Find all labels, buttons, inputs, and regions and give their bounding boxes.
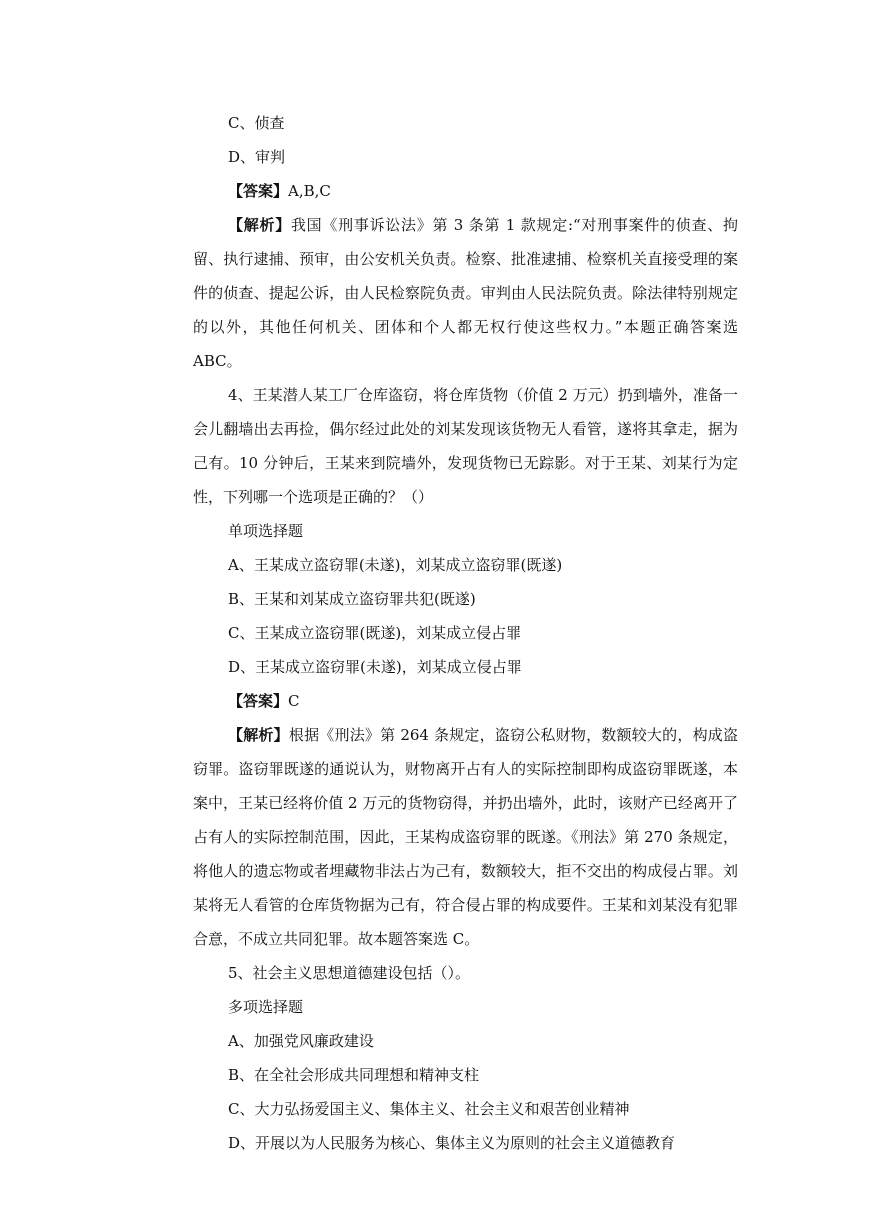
q4-question: 4、王某潜人某工厂仓库盗窃，将仓库货物（价值 2 万元）扔到墙外，准备一会儿翻墙出去再捡，偶尔经过此处的刘某发现该货物无人看管，遂将其拿走，据为己有。10 分钟后，王某来到院墙外，发现货物已无踪影。对于王某、刘某行为定性，下列哪一个选项是正确的？（） xyxy=(193,386,738,506)
analysis-text: 根据《刑法》第 264 条规定，盗窃公私财物，数额较大的，构成盗窃罪。盗窃罪既遂的通说认为，财物离开占有人的实际控制即构成盗窃罪既遂，本案中，王某已经将价值 2 万元的货物窃得，并扔出墙外，此时，该财产已经离开了占有人的实际控制范围，因此，王某构成盗窃罪的既遂。《刑法》第 270 条规定，将他人的遗忘物或者埋藏物非法占为己有，数额较大，拒不交出的构成侵占罪。刘某将无人看管的仓库货物据为己有，符合侵占罪的构成要件。王某和刘某没有犯罪合意，不成立共同犯罪。故本题答案选 C。 xyxy=(193,726,738,948)
answer-value: A,B,C xyxy=(288,182,331,200)
q4-option-a: A、王某成立盗窃罪(未遂)，刘某成立盗窃罪(既遂) xyxy=(228,556,563,574)
answer-value: C xyxy=(288,692,300,710)
q4-option-b: B、王某和刘某成立盗窃罪共犯(既遂) xyxy=(228,590,476,608)
q4-option-c: C、王某成立盗窃罪(既遂)，刘某成立侵占罪 xyxy=(228,624,522,642)
q5-option-b: B、在全社会形成共同理想和精神支柱 xyxy=(228,1066,480,1084)
q4-analysis xyxy=(193,718,738,956)
analysis-text: 我国《刑事诉讼法》第 3 条第 1 款规定:“对刑事案件的侦查、拘留、执行逮捕、预审，由公安机关负责。检察、批准逮捕、检察机关直接受理的案件的侦查、提起公诉，由人民检察院负责。审判由人民法院负责。除法律特别规定的以外，其他任何机关、团体和个人都无权行使这些权力。”本题正确答案选 ABC。 xyxy=(193,216,738,370)
q5-type: 多项选择题 xyxy=(228,998,304,1016)
q4-type: 单项选择题 xyxy=(228,522,304,540)
q3-option-d: D、审判 xyxy=(228,148,286,166)
q3-option-c: C、侦查 xyxy=(228,114,285,132)
q4-option-d: D、王某成立盗窃罪(未遂)，刘某成立侵占罪 xyxy=(228,658,522,676)
q3-analysis xyxy=(193,208,738,378)
analysis-label: 【解析】 xyxy=(228,216,291,234)
q5-option-a: A、加强党风廉政建设 xyxy=(228,1032,374,1050)
q5-question: 5、社会主义思想道德建设包括（）。 xyxy=(228,964,471,982)
q4-answer xyxy=(193,684,738,718)
q5-option-c: C、大力弘扬爱国主义、集体主义、社会主义和艰苦创业精神 xyxy=(228,1100,630,1118)
answer-label: 【答案】 xyxy=(228,692,289,710)
document-content xyxy=(193,106,738,1160)
answer-label: 【答案】 xyxy=(228,182,289,200)
q3-answer xyxy=(193,174,738,208)
q5-option-d: D、开展以为人民服务为核心、集体主义为原则的社会主义道德教育 xyxy=(228,1134,676,1152)
analysis-label: 【解析】 xyxy=(228,726,289,744)
